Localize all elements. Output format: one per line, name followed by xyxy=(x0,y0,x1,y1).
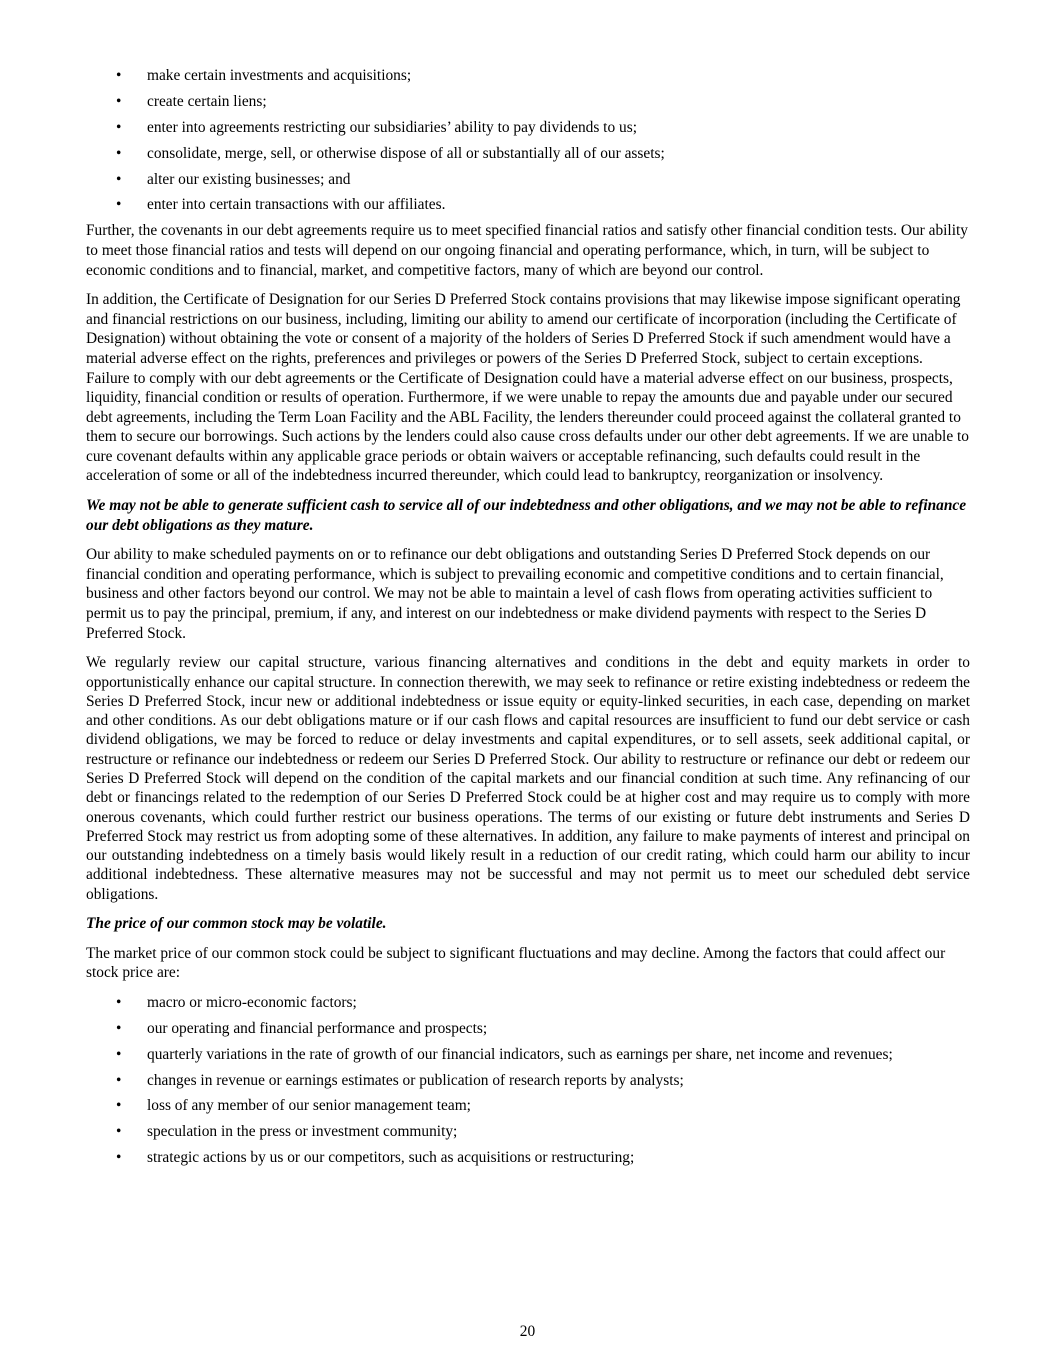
bullet-icon: • xyxy=(116,1123,122,1141)
list-item: • our operating and financial performance and prospects; xyxy=(116,1019,488,1037)
section-heading-cash: We may not be able to generate sufficient cash to service all of our indebtedness and other obligations, and we may not be able to refinance our debt obligations as they mature. xyxy=(86,497,967,534)
bullet-icon: • xyxy=(116,1097,122,1115)
certificate-paragraph: In addition, the Certificate of Designation for our Series D Preferred Stock contains provisions that may likewise impose significant operating and financial restrictions on our business, including, limiting our ability to amend our certificate of incorporation (including the Certificate of Designation) without obtaining the vote or consent of a majority of the holders of Series D Preferred Stock if such amendment would have a material adverse effect on the rights, preferences and privileges or powers of the Series D Preferred Stock, subject to certain exceptions. Failure to comply with our debt agreements or the Certificate of Designation could have a material adverse effect on our business, prospects, liquidity, financial condition or results of operation. Furthermore, if we were unable to repay the amounts due and payable under our secured debt agreements, including the Term Loan Facility and the ABL Facility, the lenders thereunder could proceed against the collateral granted to them to secure our borrowings. Such actions by the lenders could also cause cross defaults under our other debt agreements. If we are unable to cure covenant defaults within any applicable grace periods or obtain waivers or acceptable refinancing, such defaults could result in the acceleration of some or all of the indebtedness incurred thereunder, which could lead to bankruptcy, reorganization or insolvency. xyxy=(86,291,969,485)
page-number: 20 xyxy=(519,1323,536,1340)
market-price-paragraph: The market price of our common stock could be subject to significant fluctuations and may decline. Among the factors that could affect our stock price are: xyxy=(86,944,946,982)
bullet-icon: • xyxy=(116,993,122,1011)
list-item: • enter into agreements restricting our subsidiaries’ ability to pay dividends to us; xyxy=(116,118,637,136)
document-page xyxy=(86,66,970,1174)
restriction-list xyxy=(86,66,970,215)
stock-factors-list xyxy=(86,993,970,1168)
list-item: • alter our existing businesses; and xyxy=(116,170,351,188)
bullet-icon: • xyxy=(116,1019,122,1037)
list-item: • consolidate, merge, sell, or otherwise dispose of all or substantially all of our assets; xyxy=(116,144,665,162)
covenants-paragraph: Further, the covenants in our debt agreements require us to meet specified financial ratios and satisfy other financial condition tests. Our ability to meet those financial ratios and tests will depend on our ongoing financial and operating performance, which, in turn, will be subject to economic conditions and to financial, market, and competitive factors, many of which are beyond our control. xyxy=(86,222,968,279)
list-item: • quarterly variations in the rate of growth of our financial indicators, such as earnings per share, net income and revenues; xyxy=(116,1045,893,1063)
ability-paragraph: Our ability to make scheduled payments on or to refinance our debt obligations and outstanding Series D Preferred Stock depends on our financial condition and operating performance, which is subject to prevailing economic and competitive conditions and to certain financial, business and other factors beyond our control. We may not be able to maintain a level of cash flows from operating activities sufficient to permit us to pay the principal, premium, if any, and interest on our indebtedness or make dividend payments with respect to the Series D Preferred Stock. xyxy=(86,546,944,642)
list-item: • enter into certain transactions with our affiliates. xyxy=(116,196,446,214)
list-item: • changes in revenue or earnings estimates or publication of research reports by analysts; xyxy=(116,1071,684,1089)
bullet-icon: • xyxy=(116,118,122,136)
bullet-icon: • xyxy=(116,1149,122,1167)
capital-review-paragraph: We regularly review our capital structure, various financing alternatives and conditions in the debt and equity markets in order to opportunistically enhance our capital structure. In connection therewith, we may seek to refinance or retire existing indebtedness or redeem the Series D Preferred Stock, incur new or additional indebtedness or issue equity or equity-linked securities, in each case, depending on market and other conditions. As our debt obligations mature or if our cash flows and capital resources are insufficient to fund our debt service or cash dividend obligations, we may be forced to reduce or delay investments and capital expenditures, or to sell assets, seek additional capital, or restructure or refinance our indebtedness or redeem our Series D Preferred Stock. Our ability to restructure or refinance our debt or redeem our Series D Preferred Stock will depend on the condition of the capital markets and our financial condition at such time. Any refinancing of our debt or financings related to the redemption of our Series D Preferred Stock could be at higher cost and may require us to comply with more onerous covenants, which could further restrict our business operations. The terms of our existing or future debt instruments and Series D Preferred Stock may restrict us from adopting some of these alternatives. In addition, any failure to make payments of interest and principal on our outstanding indebtedness on a timely basis would likely result in a reduction of our credit rating, which could harm our ability to incur additional indebtedness. These alternative measures may not be successful and may not permit us to meet our scheduled debt service obligations. xyxy=(86,654,970,903)
list-item: • speculation in the press or investment community; xyxy=(116,1123,458,1141)
list-item: • loss of any member of our senior management team; xyxy=(116,1097,471,1115)
bullet-icon: • xyxy=(116,67,122,84)
list-item: • strategic actions by us or our competitors, such as acquisitions or restructuring; xyxy=(116,1149,635,1167)
section-heading-volatile: The price of our common stock may be volatile. xyxy=(86,915,387,933)
bullet-icon: • xyxy=(116,1045,122,1063)
list-item: • make certain investments and acquisitions; xyxy=(116,67,412,84)
bullet-icon: • xyxy=(116,1071,122,1089)
bullet-icon: • xyxy=(116,144,122,162)
bullet-icon: • xyxy=(116,92,122,110)
list-item: • macro or micro-economic factors; xyxy=(116,993,357,1011)
bullet-icon: • xyxy=(116,170,122,188)
bullet-icon: • xyxy=(116,196,122,214)
list-item: • create certain liens; xyxy=(116,92,267,110)
